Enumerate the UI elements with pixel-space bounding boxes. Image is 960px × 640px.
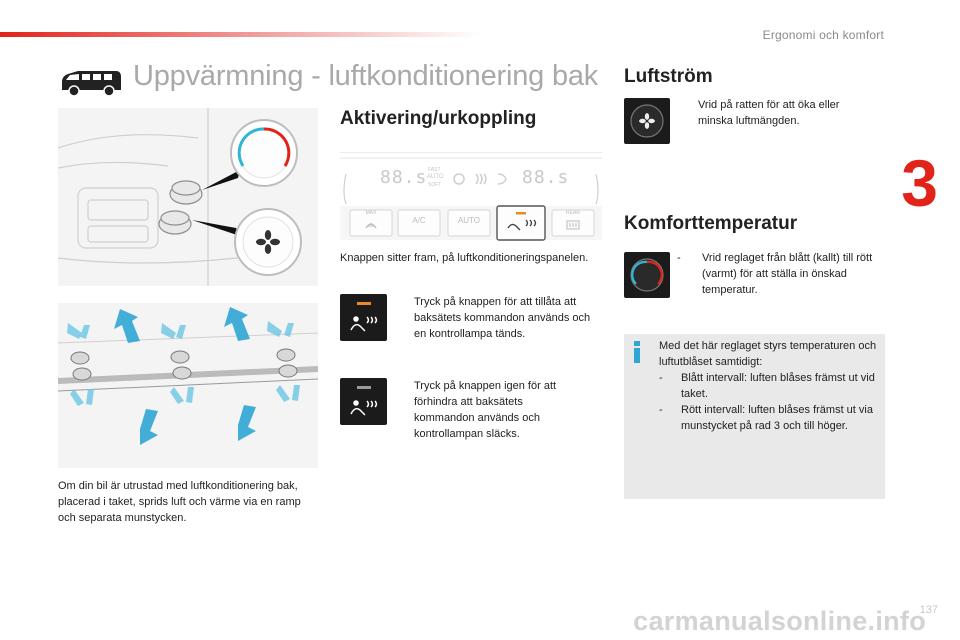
airflow-instruction [682, 97, 872, 129]
step-deactivate-text: Tryck på knappen igen för att förhindra att baksätets kommandon används och kontrollampan släcks. [414, 380, 557, 440]
comfort-instruction-text: Vrid reglaget från blått (kallt) till rött (varmt) för att ställa in önskad temperatur. [702, 252, 873, 296]
airflow-heading: Luftström [624, 66, 713, 87]
front-ac-panel [340, 152, 602, 242]
header-accent-bar [0, 32, 480, 37]
temperature-knob-tile [624, 252, 670, 298]
chapter-title: Ergonomi och komfort [762, 28, 884, 42]
page-title: Uppvärmning - luftkonditionering bak [133, 60, 599, 92]
panel-rear-button[interactable]: REAR [566, 210, 580, 216]
step-activate [398, 294, 604, 342]
display-fast-label: FAST [428, 167, 441, 173]
bullet-marker [398, 378, 414, 442]
display-soft-label: SOFT [428, 182, 442, 188]
info-intro: Med det här reglaget styrs temperaturen och luftutblåset samtidigt: [659, 340, 877, 368]
info-dash: - [659, 404, 663, 416]
footer-watermark: carmanualsonline.info [633, 606, 926, 636]
bullet-marker [398, 294, 414, 342]
rear-controls-illustration [58, 108, 318, 286]
airflow-instruction-text: Vrid på ratten för att öka eller minska luftmängden. [698, 99, 840, 127]
comfort-instruction [677, 250, 873, 298]
info-item-red-text: Rött intervall: luften blåses främst ut via munstycket på rad 3 och till höger. [681, 404, 873, 432]
rear-seat-airflow-icon [348, 397, 378, 417]
intro-caption: Om din bil är utrustad med luftkonditionering bak, placerad i taket, sprids luft och värme via en ramp och separata munstycken. [58, 480, 301, 524]
info-content [659, 338, 883, 434]
comfort-heading: Komforttemperatur [624, 213, 798, 234]
dash-marker: - [677, 252, 681, 264]
rear-ac-button-on [340, 294, 387, 341]
display-right-digits: 88.s [522, 167, 570, 188]
indicator-lamp-off [357, 386, 371, 389]
rear-defrost-icon [566, 220, 580, 230]
display-left-digits: 88.s [380, 167, 428, 188]
panel-ac-button[interactable]: A/C [412, 216, 426, 225]
airflow-knob-tile [624, 98, 670, 144]
rear-seat-airflow-icon [348, 313, 378, 333]
chapter-number: 3 [901, 146, 938, 220]
bullet-marker [682, 97, 698, 129]
rear-ac-button-off [340, 378, 387, 425]
display-auto-label: AUTO [427, 174, 444, 180]
ceiling-vents-illustration [58, 303, 318, 468]
page-number: 137 [919, 604, 938, 616]
info-dash: - [659, 372, 663, 384]
step-activate-text: Tryck på knappen för att tillåta att baksätets kommandon används och en kontrollampa tänds. [414, 296, 591, 340]
indicator-lamp-on [357, 302, 371, 305]
info-item-blue-text: Blått intervall: luften blåses främst ut vid taket. [681, 372, 875, 400]
panel-max-button[interactable]: MAX [365, 210, 377, 216]
button-location-text: Knappen sitter fram, på luftkonditioneringspanelen. [340, 252, 589, 264]
info-item-blue [659, 370, 883, 402]
info-item-red [659, 402, 883, 434]
activation-heading: Aktivering/urkoppling [340, 108, 537, 129]
step-deactivate [398, 378, 578, 442]
panel-auto-button[interactable]: AUTO [457, 216, 481, 225]
van-icon [58, 68, 124, 98]
defrost-icon [364, 220, 378, 230]
info-icon [631, 340, 643, 364]
